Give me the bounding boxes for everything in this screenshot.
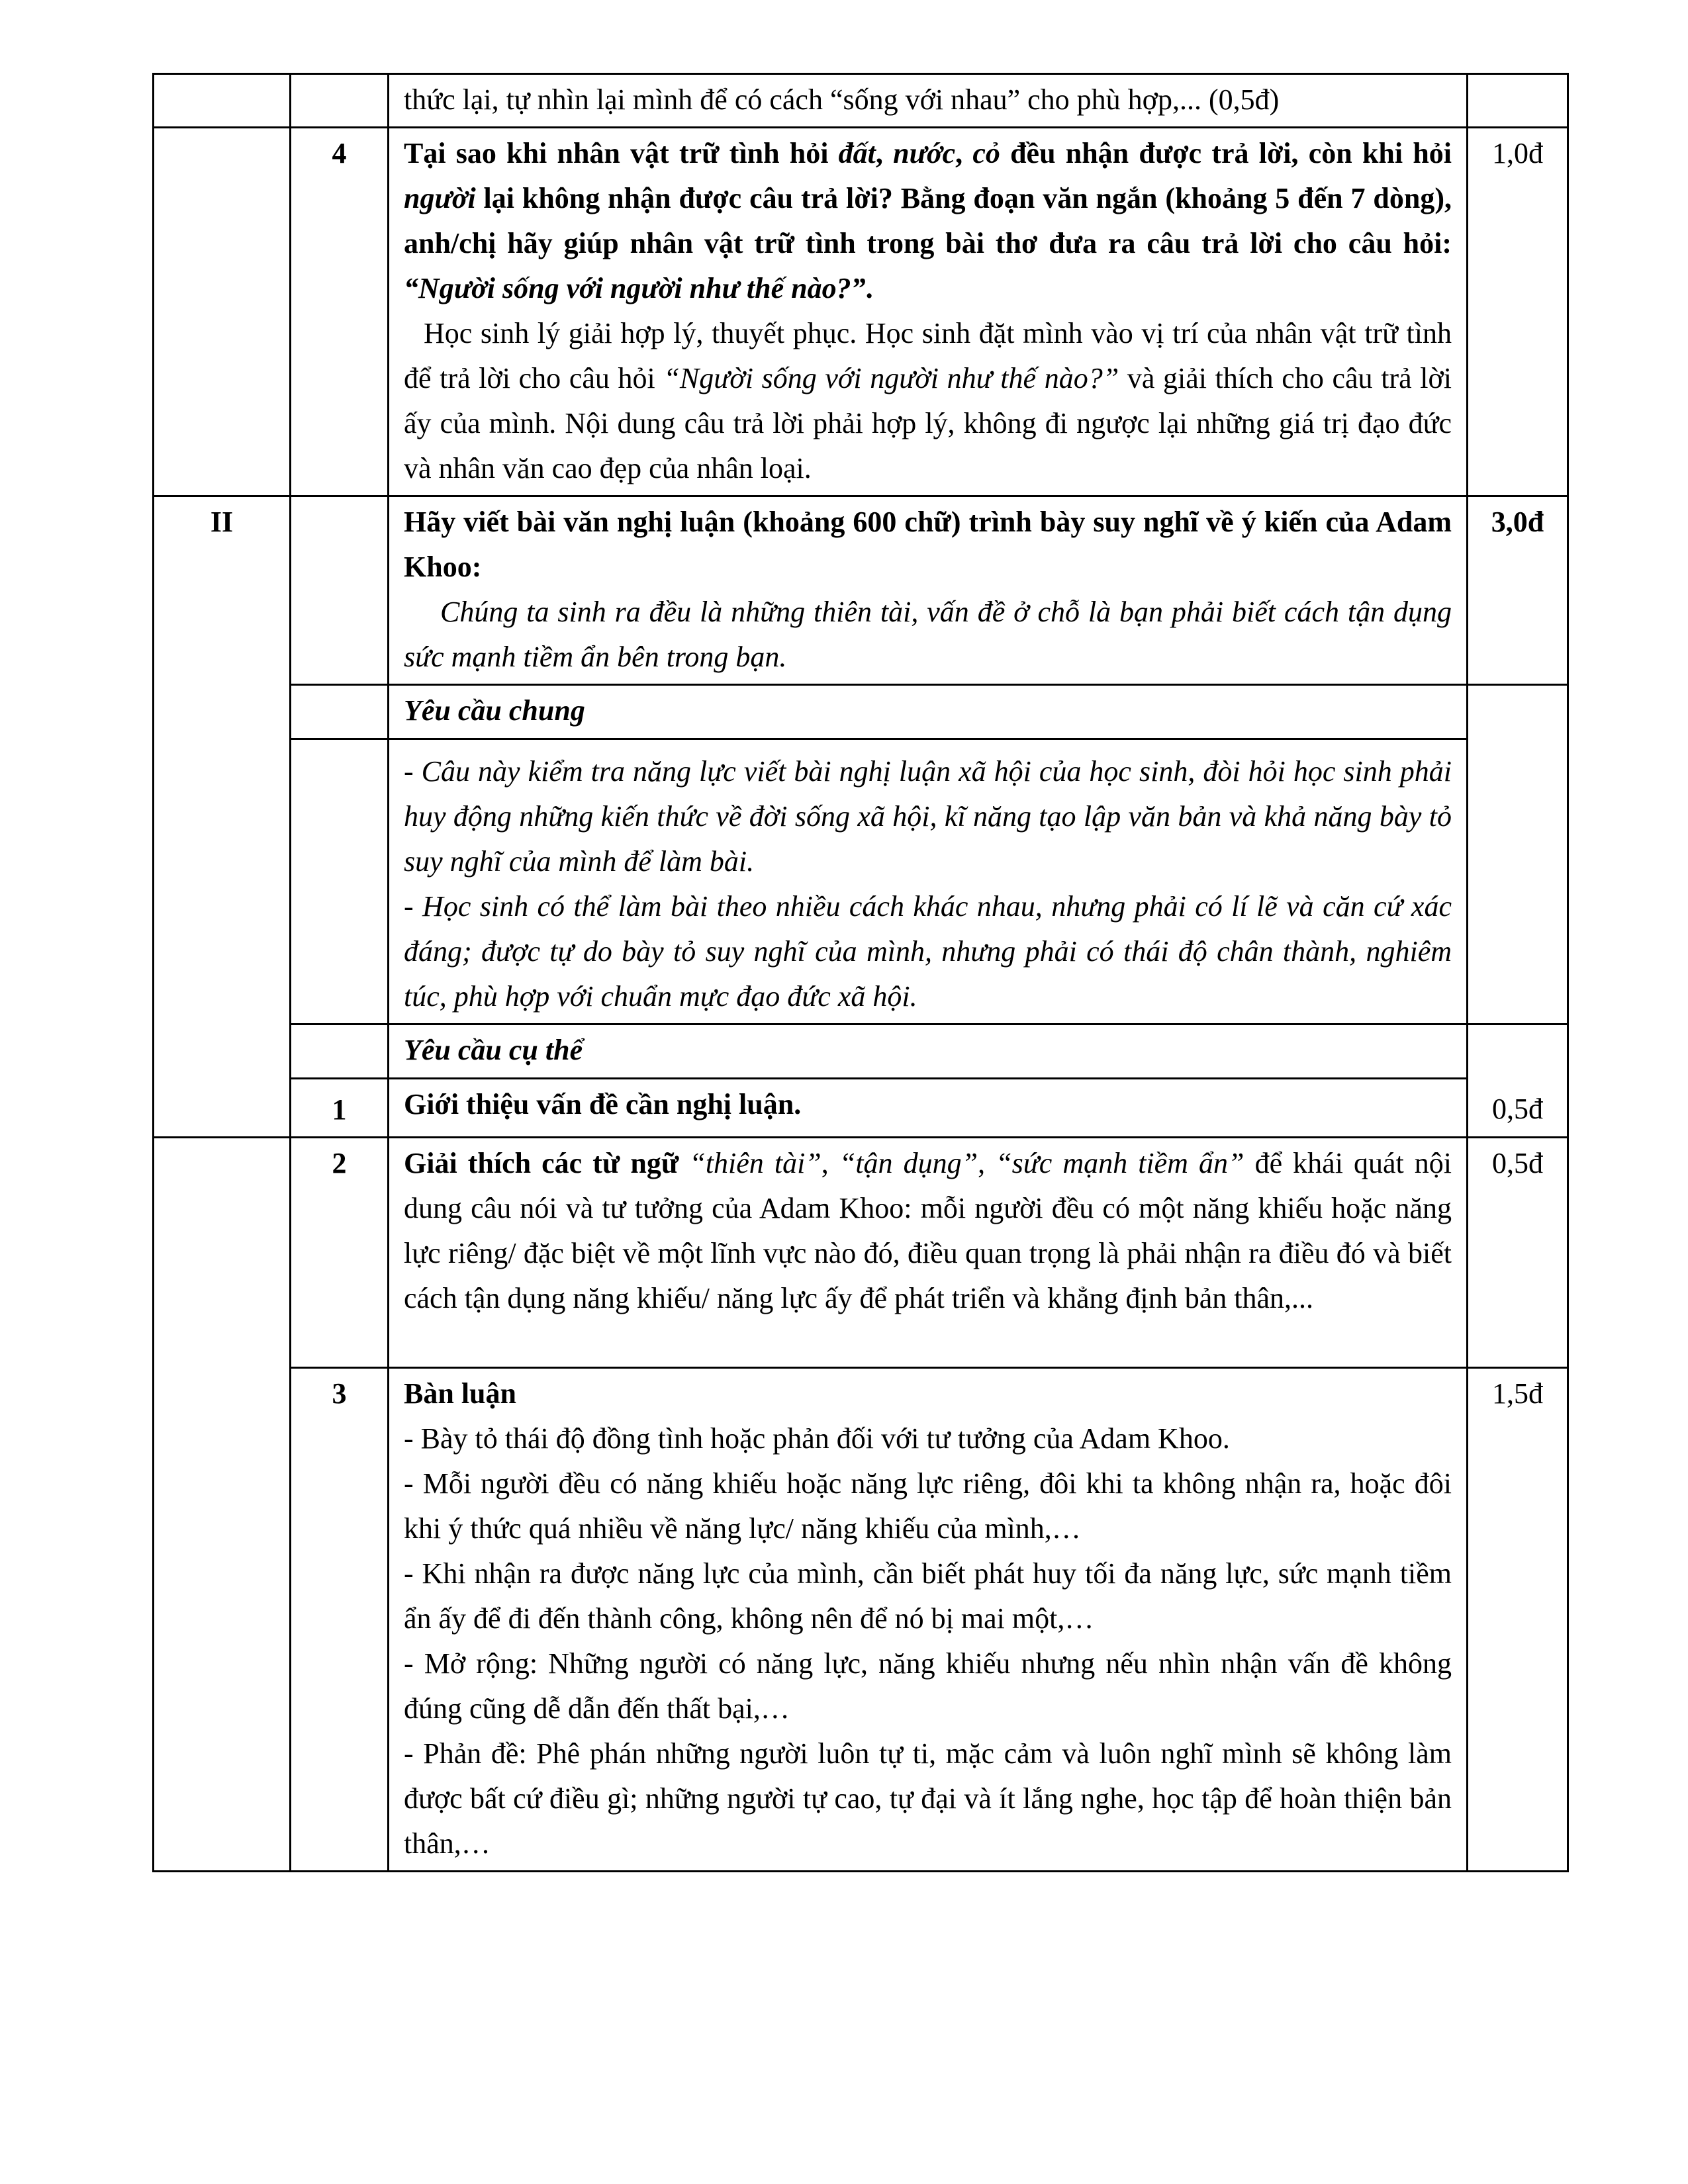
answer-guide: Học sinh lý giải hợp lý, thuyết phục. Học sinh đặt mình vào vị trí của nhân vật trữ tình để trả lời cho câu hỏi “Người sống với người như thế nào?” và giải thích cho câu trả lời ấy của mình. Nội dung câu trả lời phải hợp lý, không đi ngược lại những giá trị đạo đức và nhân văn cao đẹp của nhân loại.: [404, 317, 1452, 484]
table-row: [154, 496, 1568, 685]
points-cell: [1468, 1138, 1568, 1368]
table-row: [154, 685, 1568, 739]
question-number-cell: [291, 1079, 389, 1138]
table-row: [154, 1368, 1568, 1872]
essay-prompt: Hãy viết bài văn nghị luận (khoảng 600 chữ) trình bày suy nghĩ về ý kiến của Adam Khoo:: [404, 506, 1452, 583]
section-cell: [154, 1368, 291, 1872]
question-number: 4: [332, 137, 347, 169]
points-cell: [1468, 496, 1568, 685]
points-cell: [1468, 1079, 1568, 1138]
term-suc-manh-tiem-an: “sức mạnh tiềm ẩn”: [996, 1147, 1244, 1179]
content-cell: [389, 1024, 1468, 1079]
points-cell: [1468, 1368, 1568, 1872]
points-value: 3,0đ: [1491, 506, 1544, 538]
section-cell: [154, 1079, 291, 1138]
question-number-cell: [291, 128, 389, 496]
content-cell: [389, 128, 1468, 496]
table-row: [154, 739, 1568, 1024]
discussion-point: - Mỗi người đều có năng khiếu hoặc năng lực riêng, đôi khi ta không nhận ra, hoặc đôi khi ý thức quá nhiều về năng lực/ năng khiếu của mình,…: [404, 1467, 1452, 1545]
specific-heading: Yêu cầu cụ thể: [404, 1034, 583, 1066]
question-number-cell: [291, 739, 389, 1024]
grading-rubric-table: [152, 73, 1569, 1872]
question-number-cell: [291, 685, 389, 739]
table-row: [154, 128, 1568, 496]
points-value: 1,5đ: [1492, 1377, 1543, 1410]
section-cell: [154, 1024, 291, 1079]
content-cell: [389, 739, 1468, 1024]
question-number-cell: [291, 1024, 389, 1079]
table-row: [154, 1024, 1568, 1079]
table-row: [154, 1138, 1568, 1368]
discussion-point: - Bày tỏ thái độ đồng tình hoặc phản đối với tư tưởng của Adam Khoo.: [404, 1422, 1230, 1455]
points-cell: [1468, 128, 1568, 496]
general-point-2: - Học sinh có thể làm bài theo nhiều cách khác nhau, nhưng phải có lí lẽ và căn cứ xác đáng; được tự do bày tỏ suy nghĩ của mình, nhưng phải có thái độ chân thành, nghiêm túc, phù hợp với chuẩn mực đạo đức xã hội.: [404, 890, 1452, 1013]
section-cell: [154, 128, 291, 496]
question-number-cell: [291, 74, 389, 128]
points-value: 0,5đ: [1492, 1147, 1543, 1179]
points-cell: [1468, 739, 1568, 1024]
points-value: 0,5đ: [1492, 1092, 1543, 1125]
section-cell: [154, 1138, 291, 1368]
section-cell: [154, 74, 291, 128]
table-row: [154, 1079, 1568, 1138]
discussion-point: - Khi nhận ra được năng lực của mình, cần biết phát huy tối đa năng lực, sức mạnh tiềm ẩn ấy để đi đến thành công, không nên để nó bị mai một,…: [404, 1557, 1452, 1635]
discussion-point: - Mở rộng: Những người có năng lực, năng khiếu nhưng nếu nhìn nhận vấn đề không đúng cũng dễ dẫn đến thất bại,…: [404, 1647, 1452, 1725]
section-cell: [154, 496, 291, 685]
term-tan-dung: “tận dụng”: [839, 1147, 978, 1179]
item-number: 2: [332, 1147, 347, 1179]
item-text: để khái quát nội dung câu nói và tư tưởng của Adam Khoo: mỗi người đều có một năng khiếu hoặc năng lực riêng/ đặc biệt về một lĩnh vực nào đó, điều quan trọng là phải nhận ra điều đó và biết cách tận dụng năng khiếu/ năng lực ấy để phát triển và khẳng định bản thân,...: [404, 1147, 1452, 1314]
content-cell: Giải thích các từ ngữ “thiên tài”, “tận dụng”, “sức mạnh tiềm ẩn” để khái quát nội dung câu nói và tư tưởng của Adam Khoo: mỗi người đều có một năng khiếu hoặc năng lực riêng/ đặc biệt về một lĩnh vực nào đó, điều quan trọng là phải nhận ra điều đó và biết cách tận dụng năng khiếu/ năng lực ấy để phát triển và khẳng định bản thân,...: [389, 1138, 1468, 1368]
content-cell: [389, 496, 1468, 685]
continuation-text: thức lại, tự nhìn lại mình để có cách “sống với nhau” cho phù hợp,... (0,5đ): [404, 83, 1280, 116]
content-cell: [389, 685, 1468, 739]
item-lead: Giải thích các từ ngữ: [404, 1147, 690, 1179]
general-point-1: - Câu này kiểm tra năng lực viết bài nghị luận xã hội của học sinh, đòi hỏi học sinh phải huy động những kiến thức về đời sống xã hội, kĩ năng tạo lập văn bản và khả năng bày tỏ suy nghĩ của mình để làm bài.: [404, 755, 1452, 878]
general-heading: Yêu cầu chung: [404, 694, 585, 727]
term-thien-tai: “thiên tài”: [689, 1147, 821, 1179]
discussion-heading: Bàn luận: [404, 1377, 516, 1410]
question-number-cell: [291, 1368, 389, 1872]
content-cell: [389, 74, 1468, 128]
section-cell: [154, 739, 291, 1024]
item-number: 3: [332, 1377, 347, 1410]
content-cell: [389, 1079, 1468, 1138]
item-number: 1: [332, 1093, 347, 1126]
points-cell: [1468, 1024, 1568, 1079]
points-value: 1,0đ: [1492, 137, 1543, 169]
question-number-cell: [291, 1138, 389, 1368]
points-cell: [1468, 685, 1568, 739]
section-cell: [154, 685, 291, 739]
table-row: [154, 74, 1568, 128]
section-number: II: [210, 506, 234, 538]
question-prompt: Tại sao khi nhân vật trữ tình hỏi đất, nước, cỏ đều nhận được trả lời, còn khi hỏi người lại không nhận được câu trả lời? Bằng đoạn văn ngắn (khoảng 5 đến 7 dòng), anh/chị hãy giúp nhân vật trữ tình trong bài thơ đưa ra câu trả lời cho câu hỏi: “Người sống với người như thế nào?”.: [404, 137, 1452, 304]
item-text: Giới thiệu vấn đề cần nghị luận.: [404, 1088, 802, 1120]
points-cell: [1468, 74, 1568, 128]
content-cell: [389, 1368, 1468, 1872]
discussion-point: - Phản đề: Phê phán những người luôn tự ti, mặc cảm và luôn nghĩ mình sẽ không làm được bất cứ điều gì; những người tự cao, tự đại và ít lắng nghe, học tập để hoàn thiện bản thân,…: [404, 1737, 1452, 1860]
essay-quote: Chúng ta sinh ra đều là những thiên tài, vấn đề ở chỗ là bạn phải biết cách tận dụng sức mạnh tiềm ẩn bên trong bạn.: [404, 596, 1452, 673]
question-number-cell: [291, 496, 389, 685]
